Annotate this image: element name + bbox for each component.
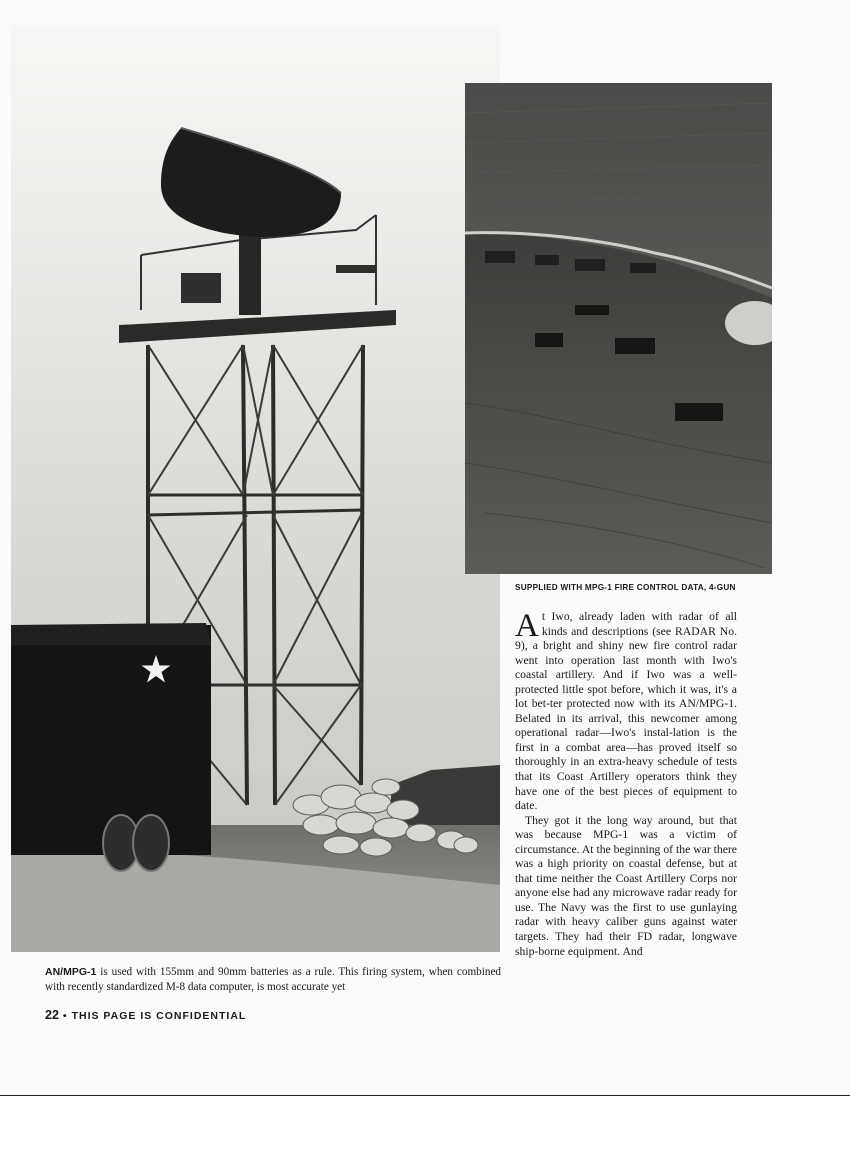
scan-bottom-band — [0, 1095, 850, 1170]
line: defense, but at that time neither the — [515, 857, 737, 885]
line: RADAR No. 9), a bright and shiny new — [515, 624, 737, 653]
line: proved itself so thoroughly in an extra- — [515, 740, 737, 769]
line: water targets. They had their FD radar, — [515, 915, 737, 944]
page-number: 22 — [45, 1008, 59, 1022]
line: among operational radar—Iwo's instal- — [515, 711, 737, 740]
confidential-notice: THIS PAGE IS CONFIDENTIAL — [71, 1010, 247, 1022]
line: circumstance. At the beginning of the — [515, 842, 694, 856]
photo-radar-tower — [11, 25, 500, 952]
caption-text: is used with 155mm and 90mm batteries as a rule. This firing system, when combined with recently standardized M-8 data computer, is most accurate yet — [45, 966, 501, 993]
line: lation is the first in a combat area—has — [515, 726, 737, 754]
line: radar with heavy caliber guns against — [515, 915, 712, 929]
line: last month with Iwo's coastal artillery. — [515, 653, 737, 682]
line: all kinds and descriptions (see — [541, 610, 737, 638]
article-paragraph-1 — [515, 610, 737, 814]
line: had any microwave radar ready for use. — [515, 886, 737, 914]
line: heavy schedule of tests that its Coast — [515, 755, 738, 784]
line: Artillery operators think they have one — [515, 770, 737, 798]
line: The Navy was the first to use gunlaying — [537, 900, 737, 914]
line: They got it the long way around, but — [525, 813, 720, 827]
photo-caption-right: SUPPLIED WITH MPG-1 FIRE CONTROL DATA, 4-GUN — [515, 583, 736, 592]
caption-lead: AN/MPG-1 — [45, 966, 97, 978]
footer-separator: • — [62, 1010, 68, 1022]
line: spot before, which it was, it's a lot bet- — [515, 682, 737, 711]
drop-cap: A — [515, 608, 539, 644]
article-body — [515, 610, 737, 959]
line: fire control radar went into operation — [515, 639, 738, 667]
line: of the best pieces of equipment to date. — [515, 784, 737, 813]
line: that was because MPG-1 was a victim of — [515, 813, 737, 842]
article-paragraph-2 — [515, 814, 737, 959]
line: ter protected now with its AN/MPG-1. — [549, 697, 737, 711]
line: Belated in its arrival, this newcomer — [515, 711, 706, 725]
line: Coast Artillery Corps nor anyone else — [515, 871, 737, 900]
page-footer — [45, 1008, 246, 1022]
photo-caption-left — [45, 965, 501, 994]
line: war there was a high priority on coastal — [515, 842, 737, 871]
line: t Iwo, already laden with radar of — [541, 610, 726, 623]
photo-coastal-battery — [465, 83, 772, 574]
line: longwave ship-borne equipment. And — [515, 930, 737, 958]
line: And if Iwo was a well-protected little — [515, 668, 737, 696]
